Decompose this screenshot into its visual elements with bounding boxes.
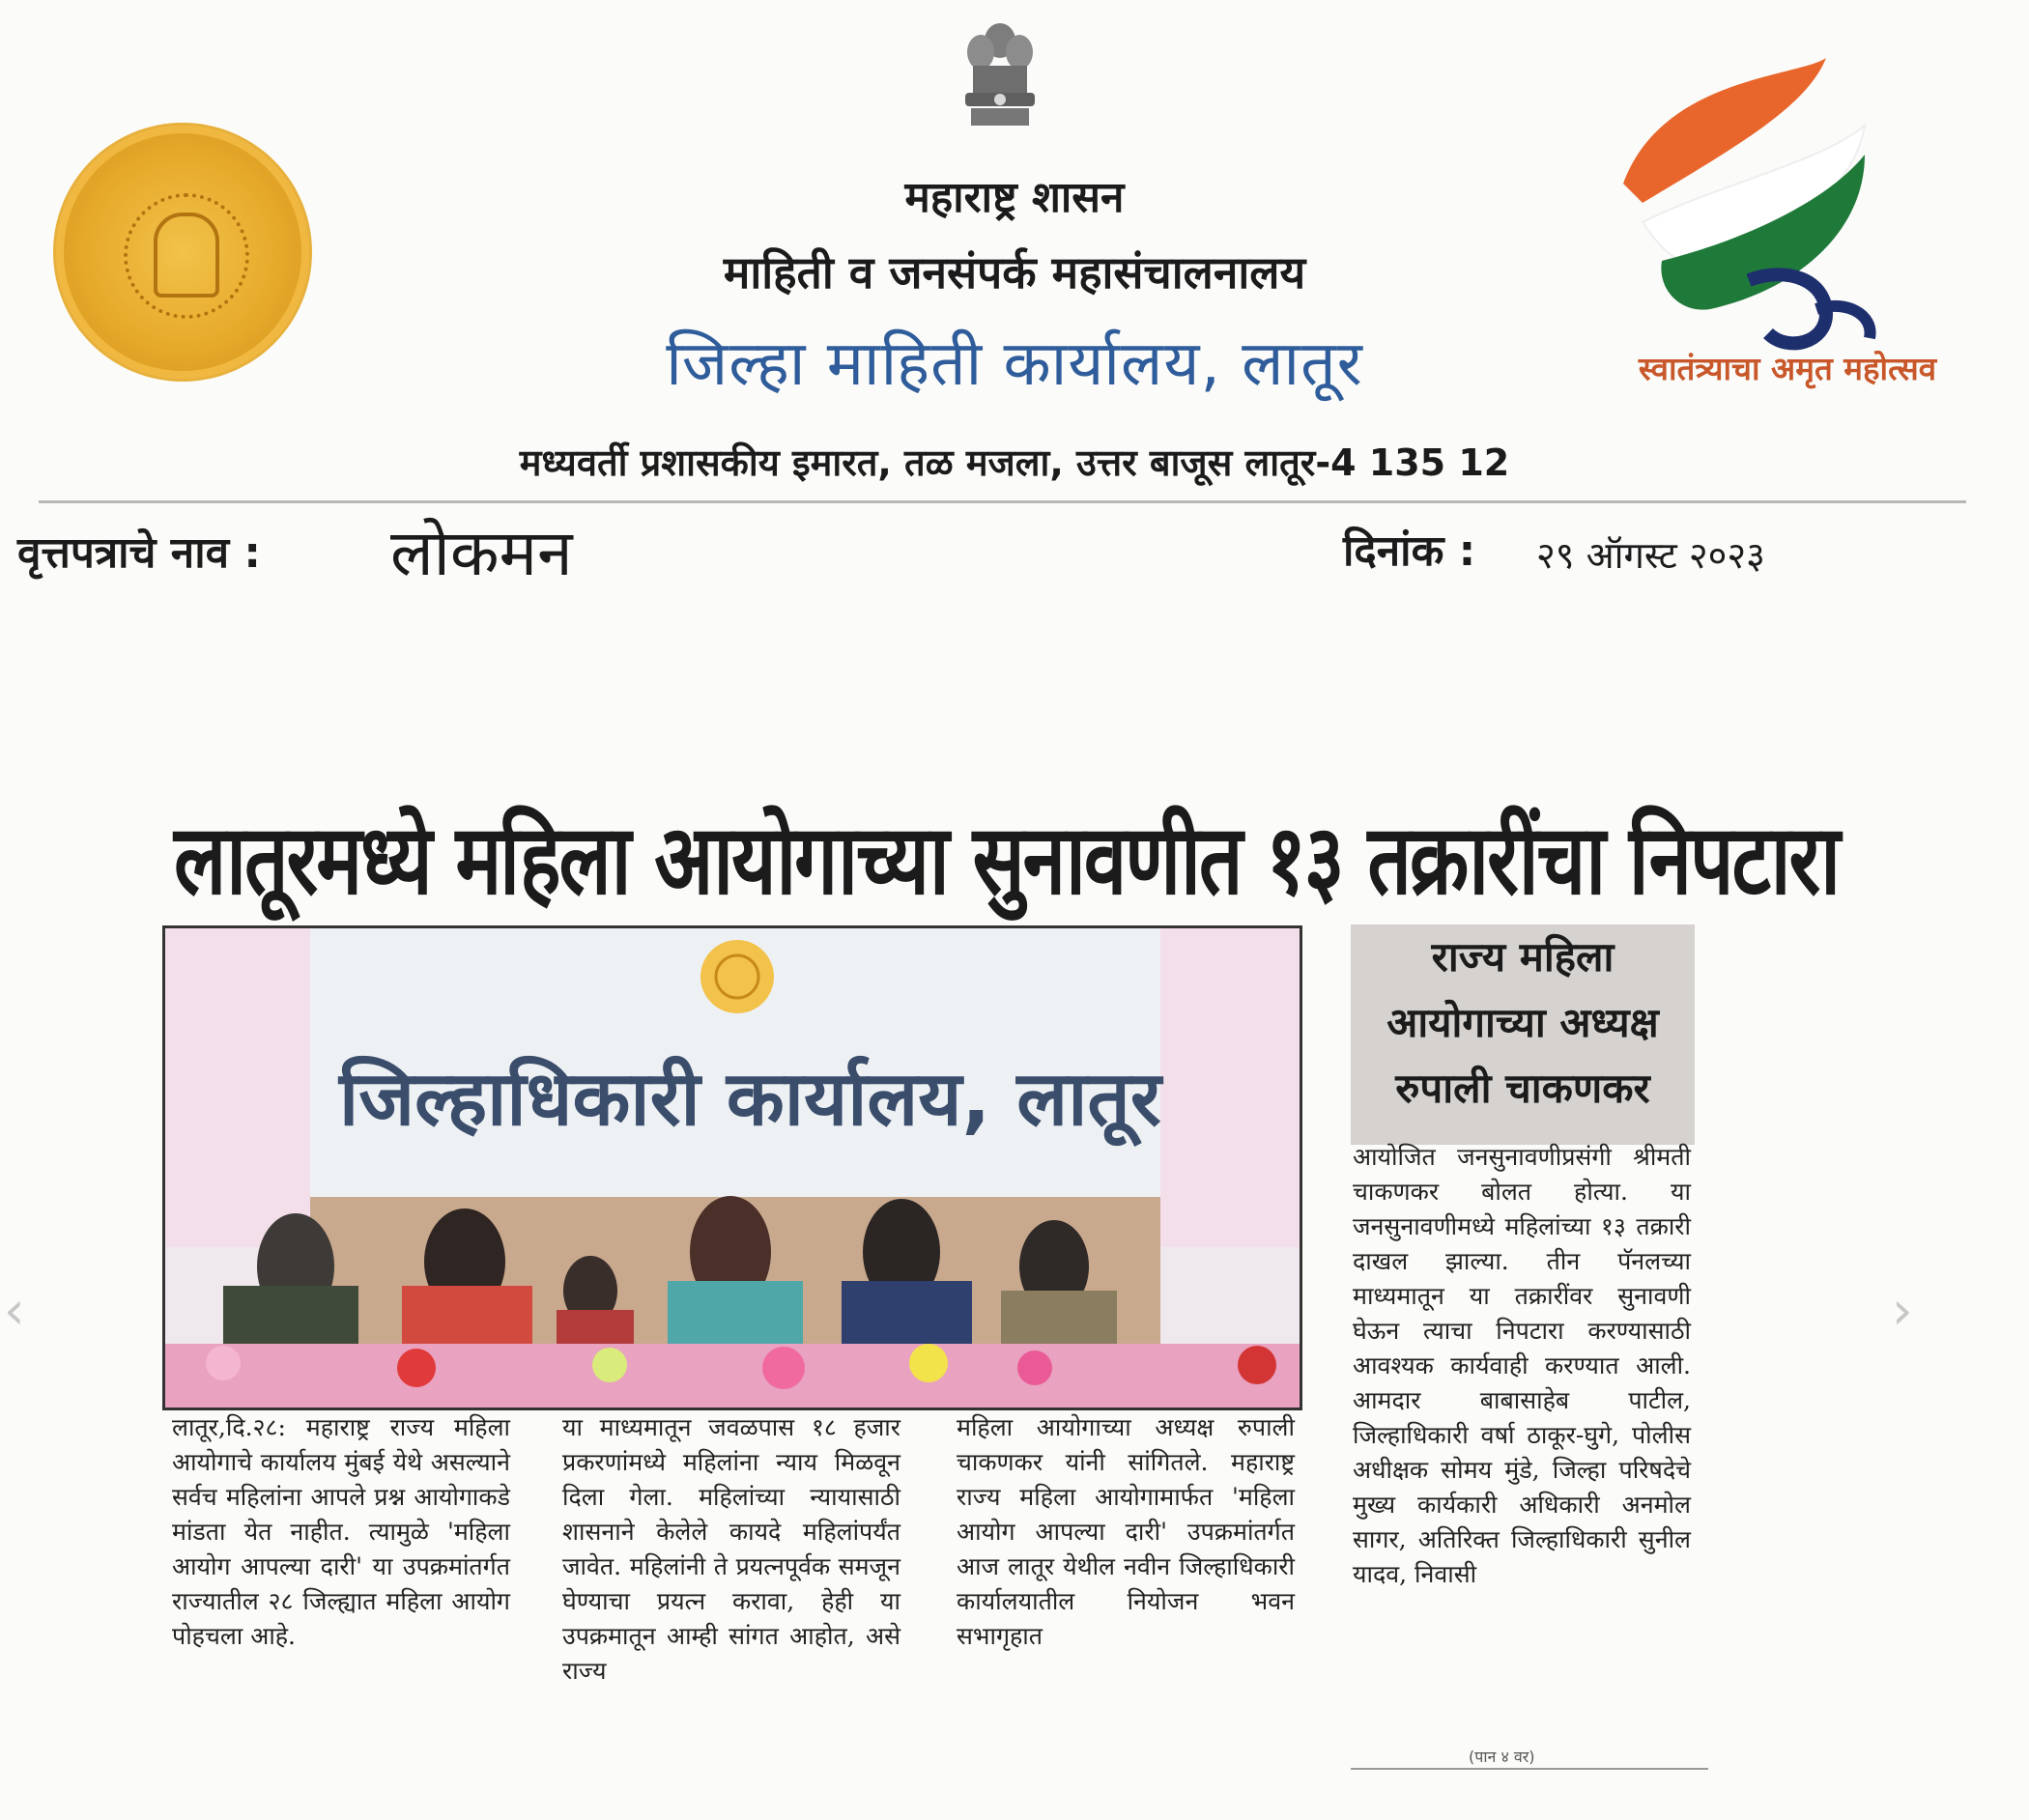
chevron-left-icon[interactable]: ‹ xyxy=(4,1280,25,1341)
column-divider xyxy=(1351,1768,1708,1770)
national-emblem-logo xyxy=(952,19,1048,133)
department-title: माहिती व जनसंपर्क महासंचालनालय xyxy=(723,246,1306,299)
article-column-1: लातूर,दि.२८: महाराष्ट्र राज्य महिला आयोगाचे कार्यालय मुंबई येथे असल्याने सर्वच महिलांना आपले प्रश्न आयोगाकडे मांडता येत नाहीत. त्यामुळे 'महिला आयोग आपल्या दारी' या उपक्रमांतर्गत राज्यातील २८ जिल्ह्यात महिला आयोग पोहचला आहे. xyxy=(172,1413,510,1650)
office-title: जिल्हा माहिती कार्यालय, लातूर xyxy=(666,328,1363,400)
date-value: २९ ऑगस्ट २०२३ xyxy=(1536,534,1765,577)
chevron-right-icon[interactable]: › xyxy=(1892,1280,1913,1341)
photo-scene xyxy=(165,928,1300,1408)
sidebar-line: राज्य महिला xyxy=(1431,933,1615,981)
photo-banner-text: जिल्हाधिकारी कार्यालय, लातूर xyxy=(339,1056,1161,1143)
date-label: दिनांक : xyxy=(1343,526,1476,576)
state-government-title: महाराष्ट्र शासन xyxy=(904,173,1125,222)
article-photo xyxy=(162,925,1302,1410)
article-headline: लातूरमध्ये महिला आयोगाच्या सुनावणीत १३ तक्रारींचा निपटारा xyxy=(174,803,1839,916)
header-divider xyxy=(39,500,1966,503)
sidebar-heading xyxy=(1351,924,1695,1145)
newspaper-name: लोकमन xyxy=(390,516,573,590)
article-column-4: आयोजित जनसुनावणीप्रसंगी श्रीमती चाकणकर बोलत होत्या. या जनसुनावणीमध्ये महिलांच्या १३ तक्रारी दाखल झाल्या. तीन पॅनलच्या माध्यमातून या तक्रारींवर सुनावणी घेऊन त्याचा निपटारा करण्यासाठी आवश्यक कार्यवाही करण्यात आली. आमदार बाबासाहेब पाटील, जिल्हाधिकारी वर्षा ठाकूर-घुगे, पोलीस अधीक्षक सोमय मुंडे, जिल्हा परिषदेचे मुख्य कार्यकारी अधिकारी अनमोल सागर, अतिरिक्त जिल्हाधिकारी सुनील यादव, निवासी xyxy=(1353,1143,1691,1588)
sidebar-line: रुपाली चाकणकर xyxy=(1395,1065,1650,1112)
sidebar-line: आयोगाच्या अध्यक्ष xyxy=(1386,999,1659,1046)
amrit-mahotsav-logo xyxy=(1604,39,1913,367)
amrit-mahotsav-label: स्वातंत्र्याचा अमृत महोत्सव xyxy=(1638,350,1937,387)
article-column-2: या माध्यमातून जवळपास १८ हजार प्रकरणांमध्ये महिलांना न्याय मिळवून दिला गेला. महिलांच्या न्यायासाठी शासनाने केलेले कायदे महिलांपर्यंत जावेत. महिलांनी ते प्रयत्नपूर्वक समजून घेण्याचा प्रयत्न करावा, हेही या उपक्रमातून आम्ही सांगत आहोत, असे राज्य xyxy=(562,1413,900,1685)
continued-note: (पान ४ वर) xyxy=(1469,1748,1535,1766)
article-column-3: महिला आयोगाच्या अध्यक्ष रुपाली चाकणकर यांनी सांगितले. महाराष्ट्र राज्य महिला आयोगामार्फत 'महिला आयोग आपल्या दारी' उपक्रमांतर्गत आज लातूर येथील नवीन जिल्हाधिकारी कार्यालयातील नियोजन भवन सभागृहात xyxy=(957,1413,1295,1650)
newspaper-label: वृत्तपत्राचे नाव : xyxy=(17,528,261,578)
office-address: मध्यवर्ती प्रशासकीय इमारत, तळ मजला, उत्तर बाजूस लातूर-4 135 12 xyxy=(519,441,1510,484)
